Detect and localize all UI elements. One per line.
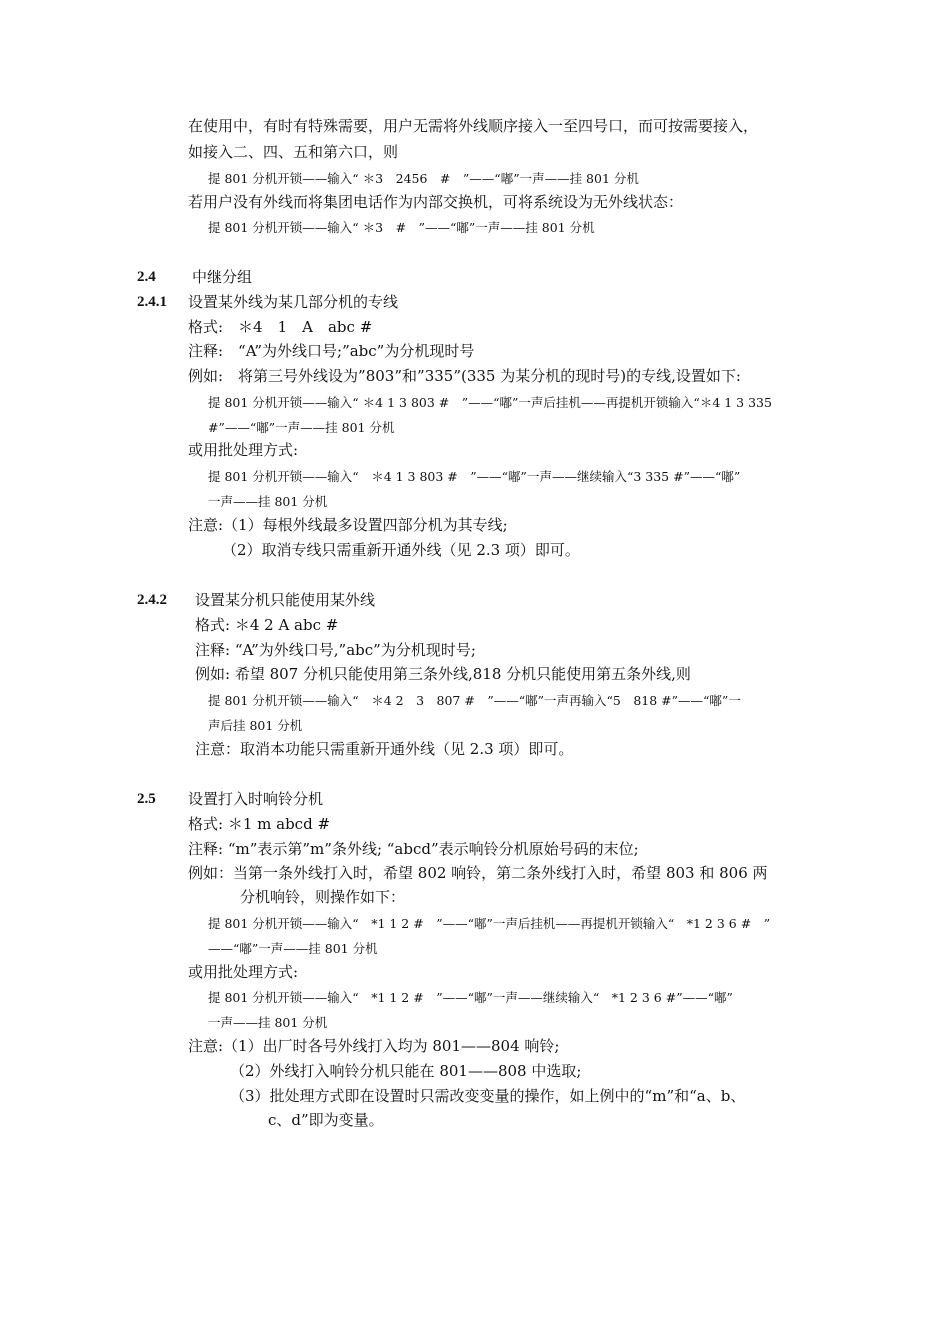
s25-attention-2: （2）外线打入响铃分机只能在 801——808 中选取; (230, 1062, 582, 1080)
s25-attention-1: 注意:（1）出厂时各号外线打入均为 801——804 响铃; (188, 1037, 560, 1055)
section-2-5-number: 2.5 (137, 791, 156, 807)
s241-example-b-2: 一声——挂 801 分机 (208, 494, 328, 509)
s242-example-1: 提 801 分机开锁——输入“ ＊4 2 3 807 # ”——“嘟”一声再输入“5 818 #”——“嘟”一 (208, 693, 741, 708)
s25-example-1: 例如：当第一条外线打入时，希望 802 响铃，第二条外线打入时，希望 803 和 806 两 (188, 864, 768, 882)
s241-batch-label: 或用批处理方式: (188, 441, 299, 459)
s25-example-a-1: 提 801 分机开锁——输入“ *1 1 2 # ”——“嘟”一声后挂机——再提机开锁输入“ *1 2 3 6 # ” (208, 916, 771, 931)
s25-attention-3b: c、d”即为变量。 (268, 1111, 384, 1129)
intro-line-1: 在使用中，有时有特殊需要，用户无需将外线顺序接入一至四号口，而可按需要接入， (188, 117, 759, 135)
section-2-4-number: 2.4 (137, 269, 156, 285)
intro-line-2: 如接入二、四、五和第六口，则 (188, 143, 399, 161)
s242-format: 格式: ＊4 2 A abc # (195, 616, 339, 634)
s242-example: 例如: 希望 807 分机只能使用第三条外线,818 分机只能使用第五条外线,则 (195, 665, 691, 683)
intro-example-1: 提 801 分机开锁——输入“ ＊3 2456 # ”——“嘟”一声——挂 801 分机 (208, 171, 639, 186)
intro-line-3: 若用户没有外线而将集团电话作为内部交换机，可将系统设为无外线状态： (188, 193, 684, 211)
section-2-4-title: 中继分组 (192, 268, 253, 286)
s241-attention-2: （2）取消专线只需重新开通外线（见 2.3 项）即可。 (222, 541, 580, 559)
s241-example-a-2: #”——“嘟”一声——挂 801 分机 (208, 420, 395, 435)
s242-note: 注释: “A”为外线口号,”abc”为分机现时号; (195, 641, 476, 659)
s242-example-2: 声后挂 801 分机 (208, 718, 303, 733)
s25-note: 注释: “m”表示第”m”条外线; “abcd”表示响铃分机原始号码的末位; (188, 840, 639, 858)
s241-note: 注释: “A”为外线口号;”abc”为分机现时号 (188, 342, 475, 360)
section-2-5-title: 设置打入时响铃分机 (188, 790, 324, 808)
s25-example-2: 分机响铃，则操作如下： (240, 888, 406, 906)
s25-example-b-2: 一声——挂 801 分机 (208, 1015, 328, 1030)
s242-attention: 注意：取消本功能只需重新开通外线（见 2.3 项）即可。 (195, 740, 574, 758)
s25-format: 格式: ＊1 m abcd # (188, 815, 331, 833)
s25-example-a-2: ——“嘟”一声——挂 801 分机 (208, 941, 378, 956)
s241-format: 格式: ＊4 1 A abc # (188, 318, 373, 336)
s241-attention-1: 注意:（1）每根外线最多设置四部分机为其专线; (188, 516, 508, 534)
s25-attention-3a: （3）批处理方式即在设置时只需改变变量的操作，如上例中的“m”和“a、b、 (230, 1087, 746, 1105)
s241-example-a-1: 提 801 分机开锁——输入“ ＊4 1 3 803 # ”——“嘟”一声后挂机——再提机开锁输入“＊4 1 3 335 (208, 395, 772, 410)
intro-example-2: 提 801 分机开锁——输入“ ＊3 # ”——“嘟”一声——挂 801 分机 (208, 220, 595, 235)
s241-example: 例如: 将第三号外线设为”803”和”335”(335 为某分机的现时号)的专线,设置如下: (188, 367, 741, 385)
section-2-4-1-title: 设置某外线为某几部分机的专线 (188, 293, 399, 311)
s241-example-b-1: 提 801 分机开锁——输入“ ＊4 1 3 803 # ”——“嘟”一声——继续输入“3 335 #”——“嘟” (208, 469, 741, 484)
section-2-4-2-number: 2.4.2 (137, 592, 167, 608)
s25-example-b-1: 提 801 分机开锁——输入“ *1 1 2 # ”——“嘟”一声——继续输入“ *1 2 3 6 #”——“嘟” (208, 990, 733, 1005)
s25-batch-label: 或用批处理方式: (188, 963, 299, 981)
section-2-4-1-number: 2.4.1 (137, 294, 167, 310)
section-2-4-2-title: 设置某分机只能使用某外线 (195, 591, 376, 609)
